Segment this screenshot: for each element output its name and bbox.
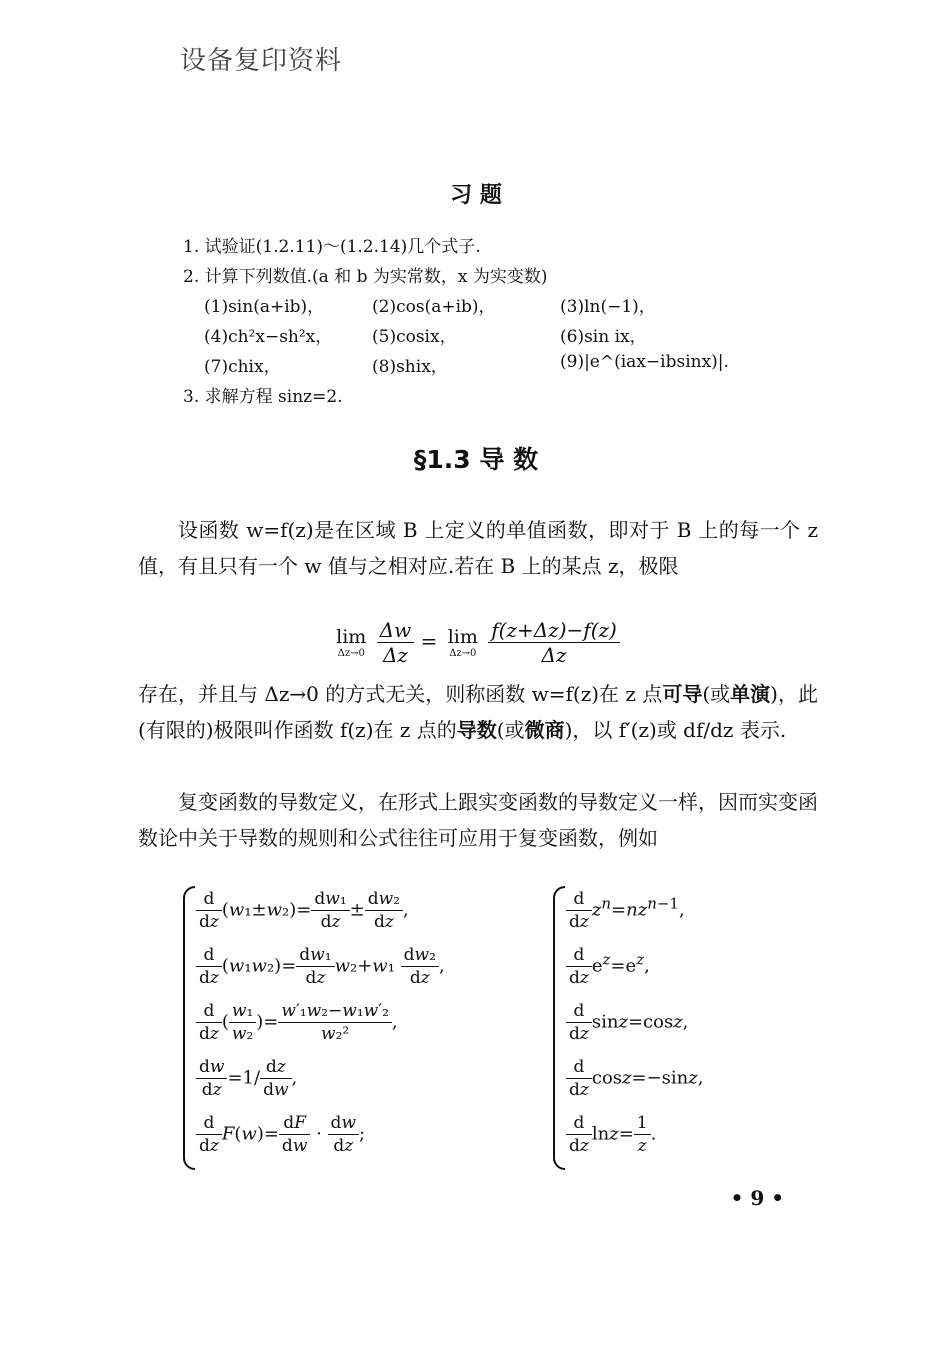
lim-left-numerator: Δw: [377, 618, 415, 643]
rule-chain: $\frac{d}{dz}$ F(w)= $\frac{dF}{dw}$ · $\frac{dw}{dz}$ ;: [196, 1112, 365, 1157]
exercise-2-item: (4)ch²x−sh²x，: [204, 327, 333, 347]
rule-sum: $\frac{d}{dz}$ (w₁±w₂)= $\frac{\text{dw₁}}{dz}$ ± $\frac{\text{dw₂}}{dz}$ ,: [196, 888, 409, 933]
formula-sin: $\frac{d}{dz}$ sinz=cosz,: [566, 1000, 688, 1045]
lim-right-denominator: Δz: [541, 643, 567, 667]
term-differentiable: 可导: [662, 682, 703, 706]
section-title: §1.3 导 数: [413, 445, 539, 474]
exercise-2-item: (1)sin(a+ib)，: [204, 297, 325, 317]
lim-right-numerator: f(z+Δz)−f(z): [488, 618, 620, 643]
page-number: • 9 •: [730, 1186, 784, 1210]
formula-ln: $\frac{d}{dz}$ lnz= $\frac{1}{z}$ .: [566, 1112, 656, 1157]
exercise-2-item: (5)cosix，: [372, 327, 457, 347]
rule-quotient: $\frac{d}{dz}$ ( $\frac{\text{w₁}}{\text{w₂}}$ )= $\frac{\text{w′₁w₂−w₁w′₂}}{\text{w₂²}}$ ,: [196, 1000, 398, 1045]
exercise-2-item: (7)chix，: [204, 357, 281, 377]
term-derivative: 导数: [456, 718, 497, 742]
exercises-title: 习 题: [450, 183, 502, 208]
exercise-2-item: (3)ln(−1)，: [560, 297, 656, 317]
term-monogenic: 单演: [730, 682, 771, 706]
exercise-2-item: (8)shix，: [372, 357, 448, 377]
rule-product: $\frac{d}{dz}$ (w₁w₂)= $\frac{\text{dw₁}}{dz}$ w₂+w₁ $\frac{\text{dw₂}}{dz}$ ,: [196, 944, 445, 989]
handwritten-note: 设备复印资料: [180, 46, 343, 76]
lim-left-denominator: Δz: [382, 643, 408, 667]
exercise-1: 1. 试验证(1.2.11)～(1.2.14)几个式子.: [183, 237, 481, 257]
formula-power: $\frac{d}{dz}$ $z^n=nz^{n-1}$,: [566, 888, 685, 933]
paragraph-derivative: 存在，并且与 Δz→0 的方式无关，则称函数 w=f(z)在 z 点可导(或单演)，此(有限的)极限叫作函数 f(z)在 z 点的导数(或微商)，以 f′(z)或 df/dz 表示.: [138, 682, 818, 742]
paragraph-rules: 复变函数的导数定义，在形式上跟实变函数的导数定义一样，因而实变函数论中关于导数的规则和公式往往可应用于复变函数，例如: [138, 790, 818, 850]
exercise-2-item: (9)|e^(iax−ibsinx)|.: [560, 352, 729, 372]
right-brace: [553, 886, 565, 1170]
rule-inverse: $\frac{dw}{dz}$ =1/ $\frac{dz}{dw}$ ,: [196, 1056, 297, 1101]
left-brace: [183, 886, 195, 1170]
limit-formula: lim Δz→0 $\frac{\Delta w}{\Delta z}$ = lim Δz→0 $\frac{f(z+\Delta z)-f(z)}{\Delta z}$: [0, 618, 952, 667]
exercise-2: 2. 计算下列数值.(a 和 b 为实常数，x 为实变数): [183, 267, 548, 287]
paragraph-definition: 设函数 w=f(z)是在区域 B 上定义的单值函数，即对于 B 上的每一个 z 值，有且只有一个 w 值与之相对应.若在 B 上的某点 z，极限: [138, 518, 818, 578]
formula-cos: $\frac{d}{dz}$ cosz=−sinz,: [566, 1056, 703, 1101]
exercise-2-item: (6)sin ix，: [560, 327, 647, 347]
formula-exp: $\frac{d}{dz}$ $e^z=e^z$,: [566, 944, 650, 989]
term-differential-quotient: 微商: [524, 718, 565, 742]
lim-subscript: Δz→0: [337, 647, 365, 659]
lim-subscript: Δz→0: [449, 647, 477, 659]
exercise-2-item: (2)cos(a+ib)，: [372, 297, 496, 317]
lim-label: lim: [447, 625, 478, 648]
lim-label: lim: [336, 625, 367, 648]
exercise-3: 3. 求解方程 sinz=2.: [183, 387, 343, 407]
